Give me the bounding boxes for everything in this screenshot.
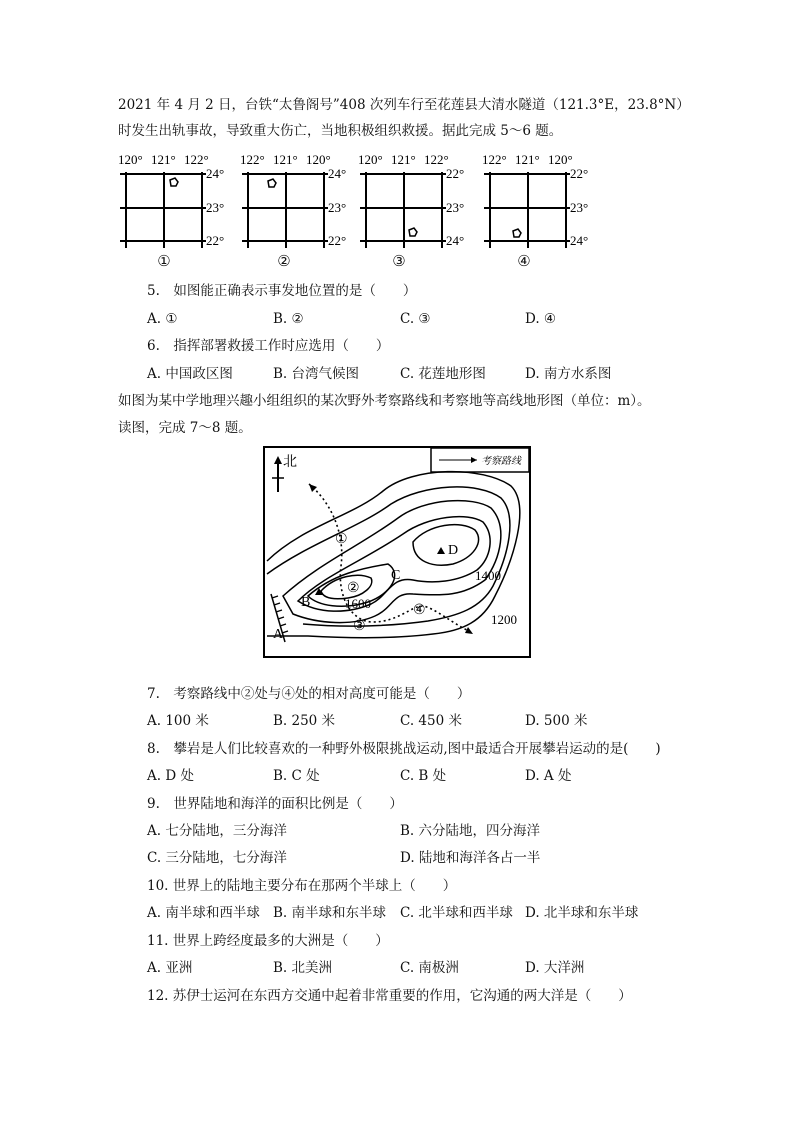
map2-right-2: 22° bbox=[328, 233, 347, 248]
q6-option-c: C. 花莲地形图 bbox=[400, 366, 486, 382]
label-b: B bbox=[301, 595, 311, 610]
contour-map bbox=[263, 446, 531, 658]
q7-option-a: A. 100 米 bbox=[147, 713, 209, 729]
q9-option-b: B. 六分陆地，四分海洋 bbox=[400, 823, 541, 839]
map4-right-2: 24° bbox=[570, 233, 589, 248]
label-d: D bbox=[448, 543, 459, 558]
q8-stem: 8. 攀岩是人们比较喜欢的一种野外极限挑战运动,图中最适合开展攀岩运动的是( ) bbox=[147, 741, 661, 757]
map4-right-1: 23° bbox=[570, 200, 589, 215]
map2-top-0: 122° bbox=[240, 152, 265, 167]
grid-map-2 bbox=[240, 150, 360, 254]
point-1: ① bbox=[335, 532, 348, 547]
map3-right-0: 22° bbox=[446, 166, 465, 181]
q9-stem: 9. 世界陆地和海洋的面积比例是（ ） bbox=[147, 796, 403, 812]
q6-stem: 6. 指挥部署救援工作时应选用（ ） bbox=[147, 338, 390, 354]
q9-option-a: A. 七分陆地，三分海洋 bbox=[147, 823, 287, 839]
map3-top-0: 120° bbox=[358, 152, 383, 167]
north-label: 北 bbox=[283, 455, 297, 470]
q8-option-b: B. C 处 bbox=[273, 768, 320, 784]
contour-1600: 1600 bbox=[345, 596, 371, 611]
point-2: ② bbox=[347, 581, 360, 596]
q5-option-d: D. ④ bbox=[525, 311, 557, 327]
map1-label: ① bbox=[157, 252, 171, 270]
q8-option-c: C. B 处 bbox=[400, 768, 447, 784]
intro2-line-1: 如图为某中学地理兴趣小组组织的某次野外考察路线和考察地等高线地形图（单位：m）。 bbox=[118, 393, 651, 409]
contour-1200: 1200 bbox=[491, 612, 517, 627]
map2-right-0: 24° bbox=[328, 166, 347, 181]
q6-option-b: B. 台湾气候图 bbox=[273, 366, 360, 382]
map4-top-1: 121° bbox=[515, 152, 540, 167]
map1-right-2: 22° bbox=[206, 233, 225, 248]
point-3: ③ bbox=[353, 619, 366, 634]
legend-label: 考察路线 bbox=[481, 456, 521, 467]
q10-option-a: A. 南半球和西半球 bbox=[147, 905, 260, 921]
map1-top-1: 121° bbox=[151, 152, 176, 167]
map4-top-0: 122° bbox=[482, 152, 507, 167]
q11-option-b: B. 北美洲 bbox=[273, 960, 333, 976]
q7-option-c: C. 450 米 bbox=[400, 713, 462, 729]
q9-option-d: D. 陆地和海洋各占一半 bbox=[400, 850, 541, 866]
q10-option-c: C. 北半球和西半球 bbox=[400, 905, 513, 921]
q11-stem: 11. 世界上跨经度最多的大洲是（ ） bbox=[147, 933, 389, 949]
q7-option-b: B. 250 米 bbox=[273, 713, 336, 729]
q11-option-a: A. 亚洲 bbox=[147, 960, 193, 976]
map2-right-1: 23° bbox=[328, 200, 347, 215]
q10-option-d: D. 北半球和东半球 bbox=[525, 905, 639, 921]
intro-line-1: 2021 年 4 月 2 日，台铁“太鲁阁号”408 次列车行至花莲县大清水隧道（121.3°E，23.8°N） bbox=[118, 97, 690, 113]
q5-option-b: B. ② bbox=[273, 311, 304, 327]
q10-stem: 10. 世界上的陆地主要分布在那两个半球上（ ） bbox=[147, 878, 457, 894]
q6-option-a: A. 中国政区图 bbox=[147, 366, 233, 382]
intro2-line-2: 读图，完成 7～8 题。 bbox=[118, 420, 252, 436]
map3-right-1: 23° bbox=[446, 200, 465, 215]
q5-option-a: A. ① bbox=[147, 311, 178, 327]
q7-option-d: D. 500 米 bbox=[525, 713, 588, 729]
label-c: C bbox=[391, 568, 401, 583]
intro-line-2: 时发生出轨事故，导致重大伤亡，当地积极组织救援。据此完成 5～6 题。 bbox=[118, 123, 563, 139]
map3-right-2: 24° bbox=[446, 233, 465, 248]
map1-top-2: 122° bbox=[184, 152, 209, 167]
map4-top-2: 120° bbox=[548, 152, 573, 167]
grid-map-3 bbox=[358, 150, 478, 254]
q10-option-b: B. 南半球和东半球 bbox=[273, 905, 387, 921]
map2-top-1: 121° bbox=[273, 152, 298, 167]
map4-label: ④ bbox=[517, 252, 531, 270]
map4-right-0: 22° bbox=[570, 166, 589, 181]
map1-right-1: 23° bbox=[206, 200, 225, 215]
point-4: ④ bbox=[413, 603, 426, 618]
grid-map-4 bbox=[482, 150, 602, 254]
map1-right-0: 24° bbox=[206, 166, 225, 181]
q11-option-c: C. 南极洲 bbox=[400, 960, 459, 976]
q8-option-d: D. A 处 bbox=[525, 768, 572, 784]
q5-stem: 5. 如图能正确表示事发地位置的是（ ） bbox=[147, 283, 417, 299]
map3-top-1: 121° bbox=[391, 152, 416, 167]
contour-1400: 1400 bbox=[475, 568, 501, 583]
q6-option-d: D. 南方水系图 bbox=[525, 366, 612, 382]
q11-option-d: D. 大洋洲 bbox=[525, 960, 585, 976]
map2-top-2: 120° bbox=[306, 152, 331, 167]
map1-top-0: 120° bbox=[118, 152, 143, 167]
q5-option-c: C. ③ bbox=[400, 311, 431, 327]
grid-map-1 bbox=[118, 150, 238, 254]
map2-label: ② bbox=[277, 252, 291, 270]
q12-stem: 12. 苏伊士运河在东西方交通中起着非常重要的作用，它沟通的两大洋是（ ） bbox=[147, 988, 632, 1004]
label-a: A bbox=[273, 627, 284, 642]
q8-option-a: A. D 处 bbox=[147, 768, 194, 784]
map3-label: ③ bbox=[392, 252, 406, 270]
map3-top-2: 122° bbox=[424, 152, 449, 167]
q9-option-c: C. 三分陆地，七分海洋 bbox=[147, 850, 287, 866]
q7-stem: 7. 考察路线中②处与④处的相对高度可能是（ ） bbox=[147, 686, 471, 702]
